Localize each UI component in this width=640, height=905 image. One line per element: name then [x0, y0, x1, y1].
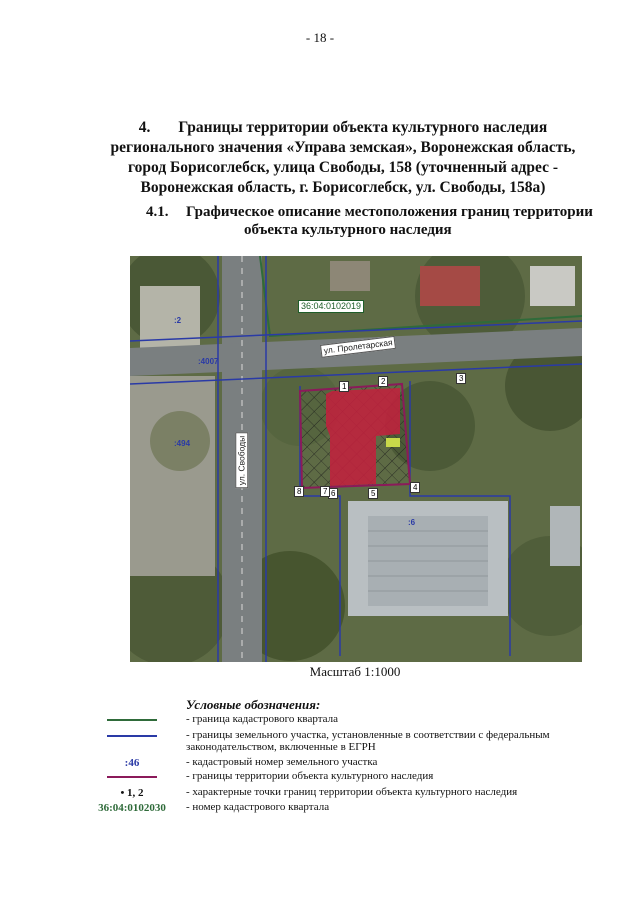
legend-text: - границы земельного участка, установленные в соответствии с федеральным законодательством, включенные в ЕГРН [186, 729, 550, 753]
street-label-svobody: ул. Свободы [235, 433, 248, 489]
parcel-number: :6 [408, 518, 416, 527]
section-title: Границы территории объекта культурного наследия регионального значения «Управа земская», Воронежская область, город Борисоглебск, улица Свободы, 158 (уточненный адрес - Воронежская область, г. Борисоглебск, ул. Свободы, 158а) [110, 119, 576, 196]
boundary-point-label: 4 [410, 482, 420, 493]
boundary-point-label: 8 [294, 486, 304, 497]
legend-text: - характерные точки границ территории объекта культурного наследия [186, 786, 518, 798]
legend-text: - граница кадастрового квартала [186, 713, 338, 725]
parcel-number: :4007 [198, 357, 219, 366]
legend-text: - номер кадастрового квартала [186, 801, 330, 813]
legend-text: - границы территории объекта культурного наследия [186, 770, 434, 782]
legend-item [0, 770, 640, 784]
map-scale: Масштаб 1:1000 [309, 664, 401, 679]
section-heading [104, 118, 582, 198]
subsection-title-line1: Графическое описание местоположения границ территории [186, 204, 593, 220]
parcel-number: :494 [174, 439, 191, 448]
legend-line-swatch [107, 719, 157, 721]
parcel-number: :2 [174, 316, 182, 325]
street-label-proletarskaya: ул. Пролетарская [320, 336, 396, 358]
page-number: - 18 - [305, 30, 335, 45]
boundary-point-label: 5 [368, 488, 378, 499]
subsection-heading [146, 203, 606, 239]
legend-line-swatch [107, 776, 157, 778]
legend-item [0, 786, 640, 800]
subsection-title-line2: объекта культурного наследия [244, 222, 452, 238]
boundary-point-label: 7 [320, 486, 330, 497]
legend-text: - кадастровый номер земельного участка [186, 756, 378, 768]
cadastral-block-label: 36:04:0102019 [298, 300, 364, 313]
section-number: 4. [138, 119, 151, 136]
legend-symbol-text: • 1, 2 [120, 787, 144, 799]
boundary-point-label: 1 [339, 381, 349, 392]
boundary-point-label: 2 [378, 376, 388, 387]
subsection-number: 4.1. [146, 204, 169, 220]
legend-symbol-text: 36:04:0102030 [98, 802, 166, 814]
boundary-point-label: 3 [456, 373, 466, 384]
legend-item [0, 801, 640, 815]
boundary-point-label: 6 [328, 488, 338, 499]
aerial-map [130, 256, 582, 662]
legend-item [0, 713, 640, 727]
legend-item [0, 729, 640, 753]
legend-item [0, 756, 640, 770]
map-image [130, 256, 582, 662]
legend-line-swatch [107, 735, 157, 737]
legend-title: Условные обозначения: [186, 697, 321, 712]
legend-symbol-text: :46 [124, 757, 140, 769]
